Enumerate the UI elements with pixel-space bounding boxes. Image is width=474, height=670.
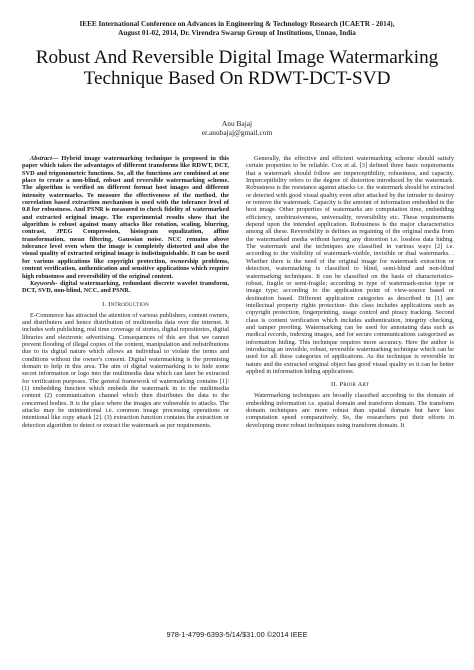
abstract: [22, 155, 229, 280]
conference-line-2: August 01-02, 2014, Dr. Virendra Swarup Group of Institutions, Unnao, India: [118, 28, 356, 37]
title-line-2: Technique Based On RDWT-DCT-SVD: [83, 68, 391, 89]
keywords-label: Keywords-: [30, 279, 58, 287]
author-email: er.anubajaj@gmail.com: [201, 128, 273, 137]
section-heading-introduction: I. Introduction: [102, 300, 149, 308]
conference-line-1: IEEE International Conference on Advances in Engineering & Technology Research (ICAETR - 2014),: [79, 20, 395, 28]
keywords-text: digital watermarking, redundant discrete wavelet transform, DCT, SVD, non-blind, NCC, and PSNR.: [22, 279, 229, 295]
copyright-footer: 978-1-4799-6393-5/14/$31.00 ©2014 IEEE: [166, 630, 308, 639]
introduction-paragraph: E-Commerce has attracted the attention of various publishers, content owners, and distributers and hence distribution of multimedia data over the internet. It includes web publishing, real time coverage of stories, digital repositories, digital libraries and electronic advertising. Consequences of this are that we cannot prevent flooding of illegal copies of the content, manipulation and redistributions due to its digital nature which allows an individual to violate the terms and conditions without the owner's consent. Digital watermarking is the promising domain to help in this area. The aim of digital watermarking is to hide some secret information or logo into the multimedia data which can later be extracted for verification purposes. The general framework of watermarking contains [1]: (1) embedding function which embeds the watermark in to the multimedia content (2) communication channel which then distributes the data to the concerned bodies. It is the place where the images are vulnerable to attacks. The attacks may be unintentional i.e. common image processing operations or intentional like copy attack [2]. (3) extraction function contains the extraction or detection algorithm to detect or extract the watermark as per requirements.: [22, 311, 229, 429]
conference-header: [0, 20, 474, 37]
right-column: [246, 155, 454, 620]
abstract-text: Hybrid image watermarking technique is proposed in this paper which takes the advantages of different transforms like RDWT, DCT, SVD and trigonometric functions. So, all the functions are combined at one place to create a non-blind, robust and reversible watermarking scheme. The algorithm is verified on different format host images and different intensity watermarks. To measure the effectiveness of the method, the correlation based extraction mechanism is used with the tolerance level of 0.8 for robustness. And PSNR is measured to check fidelity of watermarked and extracted original image. The experimental results show that the algorithm is robust against many attacks like rotation, scaling, blurring, contrast, JPEG Compression, histogram equalization, affine transformation, mean filtering, Gaussian noise. NCC remains above tolerance level even when the image is completely distorted and also the visual quality of extracted original image is indistinguishable. It can be used for various applications like copyright protection, ownership problems, content verification, authentication and sensitive applications which require high robustness and reversibility of the original content.: [22, 155, 229, 280]
paper-title: [20, 47, 454, 89]
left-column: [22, 155, 229, 620]
keywords: [22, 280, 229, 295]
section-heading-prior-art: II. Prior Art: [330, 381, 370, 389]
title-line-1: Robust And Reversible Digital Image Watermarking: [35, 47, 439, 68]
author-name: Anu Bajaj: [221, 119, 253, 128]
author-block: [0, 119, 474, 137]
abstract-label: Abstract—: [30, 155, 59, 162]
right-paragraph-1: Generally, the effective and efficient watermarking scheme should satisfy certain properties to be reliable. Cox et al. [3] defined three basic requirements that a watermark should follow are imperceptibility, robustness, and capacity. Imperceptibility refers to the degree of distortion introduced by the watermark. Robustness is the resistance against attacks i.e. the watermark should be extracted or detected with good visual quality even after attacked by the intruder to destroy or remove the watermark. Capacity is the amount of information embedded in the host image. Other properties of watermarks are computation time, embedding efficiency, unobtrusiveness, universality, reversibility etc. These requirements depend upon the intended application. Robustness is the major characteristics among all these. Reversibility is defines as regaining of the original media from the watermarked media without having any distortion i.e. lossless data hiding. The watermark and the techniques are classified in various ways [2] i.e. according to the visibility of watermark-visible, invisible or dual watermarks. . Whether there is the need of the original image for watermark extraction or detection, watermarking is classified to blind, semi-blind and non-blind watermarking techniques. It can be classified on the basis of characteristics-robust, fragile or semi-fragile; according to type of watermark-noise type or image type; according to the application point of view-source based or destination based. Different application categories as described in [1] are intellectual property rights protection- this class includes applications such as copyright protection, fingerprinting, usage control and piracy tracking. Second class is content verification which includes authentication, integrity checking, and tamper proofing. Watermarking can be used for annotating data such as medical records, indexing images, and for secure communications categorized as information hiding. This technique requires more accuracy. Here the author is introducing an invisible, robust, reversible watermarking technique which can be used for all these categories of applications. As the technique is reversible in nature and the extracted original object has good visual quality so it can be better applied in information hiding applications.: [246, 155, 454, 375]
prior-art-paragraph: Watermarking techniques are broadly classified according to the domain of embedding information i.e. spatial domain and transform domain. The transform domain techniques are more robust than spatial domain but have less computation speed comparatively. So, the researchers put their efforts in developing more robust techniques using transform domain. It: [246, 392, 454, 429]
